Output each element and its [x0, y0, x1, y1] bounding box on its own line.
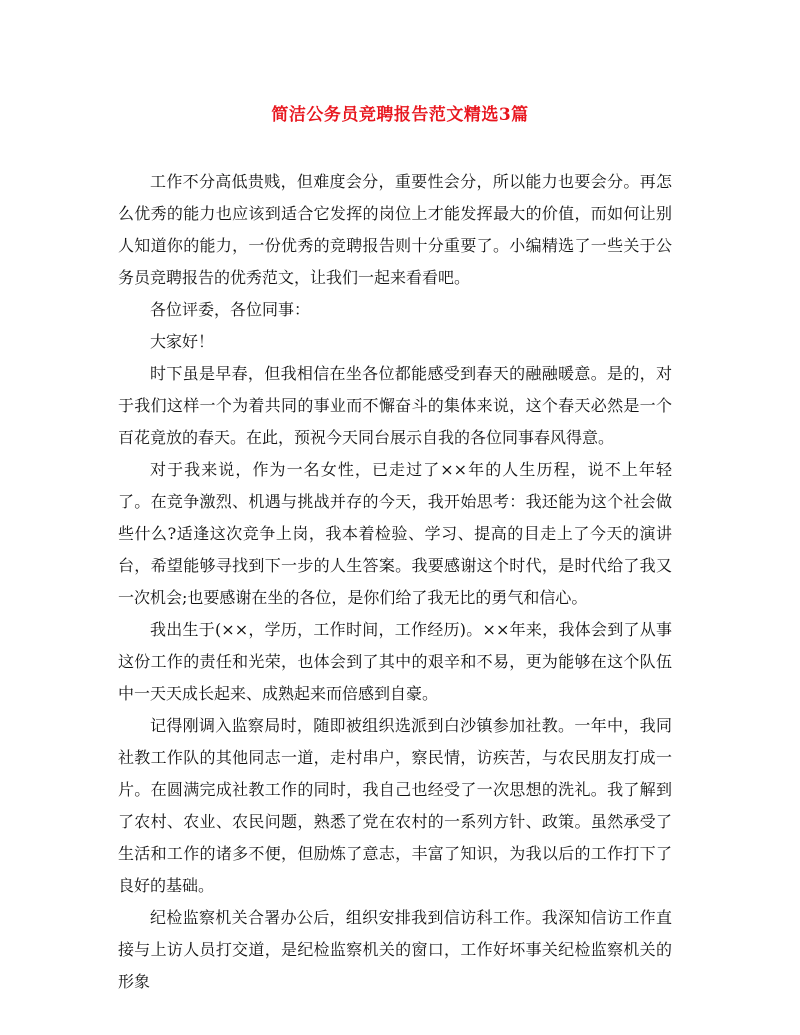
- paragraph-self: 对于我来说，作为一名女性，已走过了××年的人生历程，说不上年轻了。在竞争激烈、机遇与挑战并存的今天，我开始思考：我还能为这个社会做些什么?适逢这次竞争上岗，我本着检验、学习、提高的目走上了今天的演讲台，希望能够寻找到下一步的人生答案。我要感谢这个时代，是时代给了我又一次机会;也要感谢在坐的各位，是你们给了我无比的勇气和信心。: [118, 460, 672, 607]
- paragraph-spring: 时下虽是早春，但我相信在坐各位都能感受到春天的融融暖意。是的，对于我们这样一个为着共同的事业而不懈奋斗的集体来说，这个春天必然是一个百花竟放的春天。在此，预祝今天同台展示自我的各位同事春风得意。: [118, 364, 672, 447]
- paragraph-greeting: 大家好！: [150, 332, 215, 351]
- paragraph-background: 我出生于(××，学历，工作时间，工作经历)。××年来，我体会到了从事这份工作的责任和光荣，也体会到了其中的艰辛和不易，更为能够在这个队伍中一天天成长起来、成熟起来而倍感到自豪。: [118, 620, 672, 703]
- document-body: [118, 166, 672, 998]
- paragraph-petition-work: 纪检监察机关合署办公后，组织安排我到信访科工作。我深知信访工作直接与上访人员打交道，是纪检监察机关的窗口，工作好坏事关纪检监察机关的形象: [118, 908, 672, 991]
- paragraph-social-education: 记得刚调入监察局时，随即被组织选派到白沙镇参加社教。一年中，我同社教工作队的其他同志一道，走村串户，察民情，访疾苦，与农民朋友打成一片。在圆满完成社教工作的同时，我自己也经受了一次思想的洗礼。我了解到了农村、农业、农民问题，熟悉了党在农村的一系列方针、政策。虽然承受了生活和工作的诸多不便，但励炼了意志，丰富了知识，为我以后的工作打下了良好的基础。: [118, 716, 672, 895]
- document-title: 简洁公务员竞聘报告范文精选3篇: [271, 105, 529, 125]
- paragraph-intro: 工作不分高低贵贱，但难度会分，重要性会分，所以能力也要会分。再怎么优秀的能力也应该到适合它发挥的岗位上才能发挥最大的价值，而如何让别人知道你的能力，一份优秀的竞聘报告则十分重要了。小编精选了一些关于公务员竞聘报告的优秀范文，让我们一起来看看吧。: [118, 172, 672, 287]
- paragraph-salutation: 各位评委，各位同事：: [150, 300, 311, 319]
